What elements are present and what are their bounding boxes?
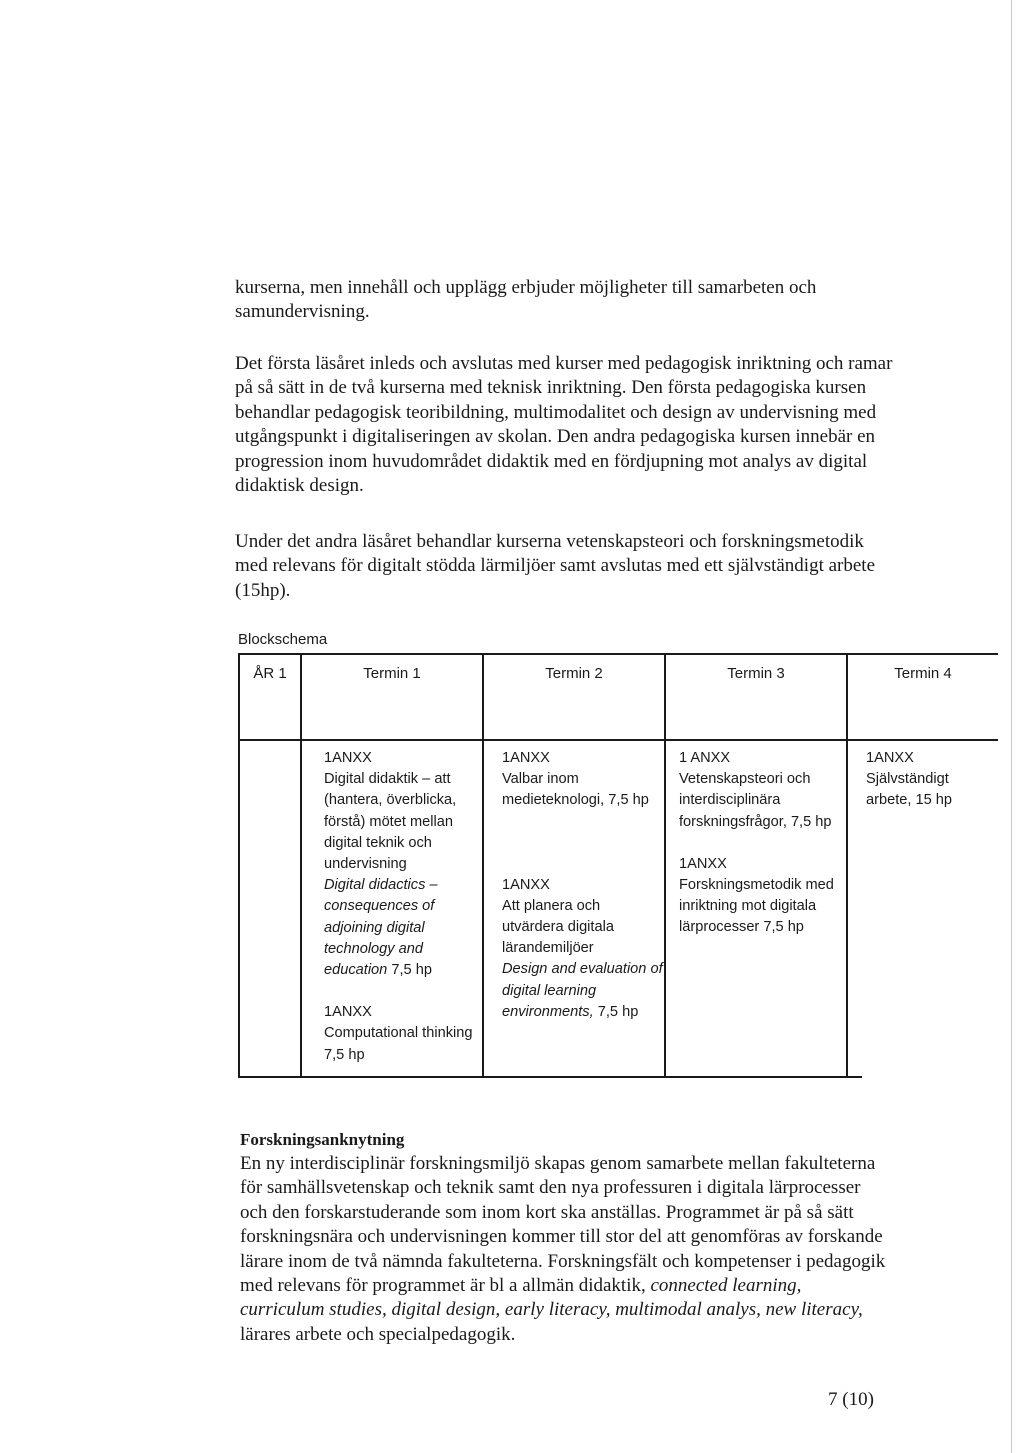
intro-paragraph-3: Under det andra läsåret behandlar kurserna vetenskapsteori och forskningsmetodik med relevans för digitalt stödda lärmiljöer samt avslutas med ett självständigt arbete (15hp). <box>235 531 876 601</box>
scan-edge-line <box>1011 0 1012 1453</box>
course-code: 1ANXX <box>679 855 727 872</box>
course-title: Forskningsmetodik med inriktning mot digitala lärprocesser 7,5 hp <box>679 877 834 936</box>
table-col-line-4 <box>846 653 848 1078</box>
research-text-italic: connected learning, curriculum studies, digital design, early literacy, multimodal analys, new literacy, <box>240 1275 863 1321</box>
research-text: En ny interdisciplinär forskningsmiljö skapas genom samarbete mellan fakulteterna för samhällsvetenskap och teknik samt den nya professuren i digitala lärprocesser och den forskarstuderande som inom kort ska anställas. Programmet är på så sätt forskningsnära och undervisningen kommer till stor del att genomföras av forskande lärare inom de två nämnda fakulteterna. Forskningsfält och kompetenser i pedagogik med relevans för programmet är bl a allmän didaktik, <box>240 1153 886 1297</box>
course-title: Självständigt arbete, 15 hp <box>866 771 953 809</box>
termin-3-cell <box>679 748 841 939</box>
course-code: 1ANXX <box>866 750 914 766</box>
block-schema-label: Blockschema <box>238 631 328 648</box>
header-year: ÅR 1 <box>253 665 287 682</box>
intro-paragraph-2: Det första läsåret inleds och avslutas med kurser med pedagogisk inriktning och ramar på så sätt in de två kurserna med teknisk inriktning. Den första pedagogiska kursen behandlar pedagogisk teoribildning, multimodalitet och design av undervisning med utgångspunkt i digitaliseringen av skolan. Den andra pedagogiska kursen innebär en progression inom huvudområdet didaktik med en fördjupning mot analys av digital didaktisk design. <box>235 353 893 497</box>
course-title: Vetenskapsteori och interdisciplinära forskningsfrågor, 7,5 hp <box>679 771 832 830</box>
header-termin-4: Termin 4 <box>894 665 952 682</box>
table-col-line-0 <box>238 653 240 1078</box>
research-paragraph <box>240 1152 890 1347</box>
table-bottom-border <box>238 1076 862 1078</box>
header-termin-2: Termin 2 <box>545 665 603 682</box>
course-code: 1ANXX <box>324 750 372 766</box>
table-top-border <box>238 653 998 655</box>
termin-2-cell <box>502 748 664 1023</box>
table-header-border <box>238 739 998 741</box>
course-title: Computational thinking 7,5 hp <box>324 1025 473 1063</box>
course-code: 1ANXX <box>502 876 550 893</box>
course-title: Valbar inom medieteknologi, 7,5 hp <box>502 771 649 809</box>
course-title-sv: Digital didaktik – att (hantera, överblicka, förstå) mötet mellan digital teknik och undervisning <box>324 771 457 873</box>
course-title-sv: Att planera och utvärdera digitala lärandemiljöer <box>502 897 614 957</box>
intro-paragraph-1: kurserna, men innehåll och upplägg erbjuder möjligheter till samarbeten och samundervisning. <box>235 277 817 323</box>
termin-1-cell <box>324 748 476 1066</box>
table-col-line-3 <box>664 653 666 1078</box>
table-col-line-1 <box>300 653 302 1078</box>
course-title-en: Design and evaluation of digital learning environments, <box>502 961 663 1020</box>
course-code: 1ANXX <box>324 1004 372 1021</box>
course-credits: 7,5 hp <box>597 1003 639 1020</box>
section-heading: Forskningsanknytning <box>240 1130 405 1149</box>
termin-4-cell <box>866 748 986 812</box>
course-credits: 7,5 hp <box>391 962 432 979</box>
table-col-line-2 <box>482 653 484 1078</box>
course-title-en: Digital didactics – consequences of adjoining digital technology and education <box>324 877 438 979</box>
course-code: 1ANXX <box>502 750 550 766</box>
header-termin-3: Termin 3 <box>727 665 785 682</box>
page-number: 7 (10) <box>828 1389 874 1410</box>
course-code: 1 ANXX <box>679 750 731 766</box>
header-termin-1: Termin 1 <box>363 665 421 682</box>
research-text-end: lärares arbete och specialpedagogik. <box>240 1323 516 1345</box>
